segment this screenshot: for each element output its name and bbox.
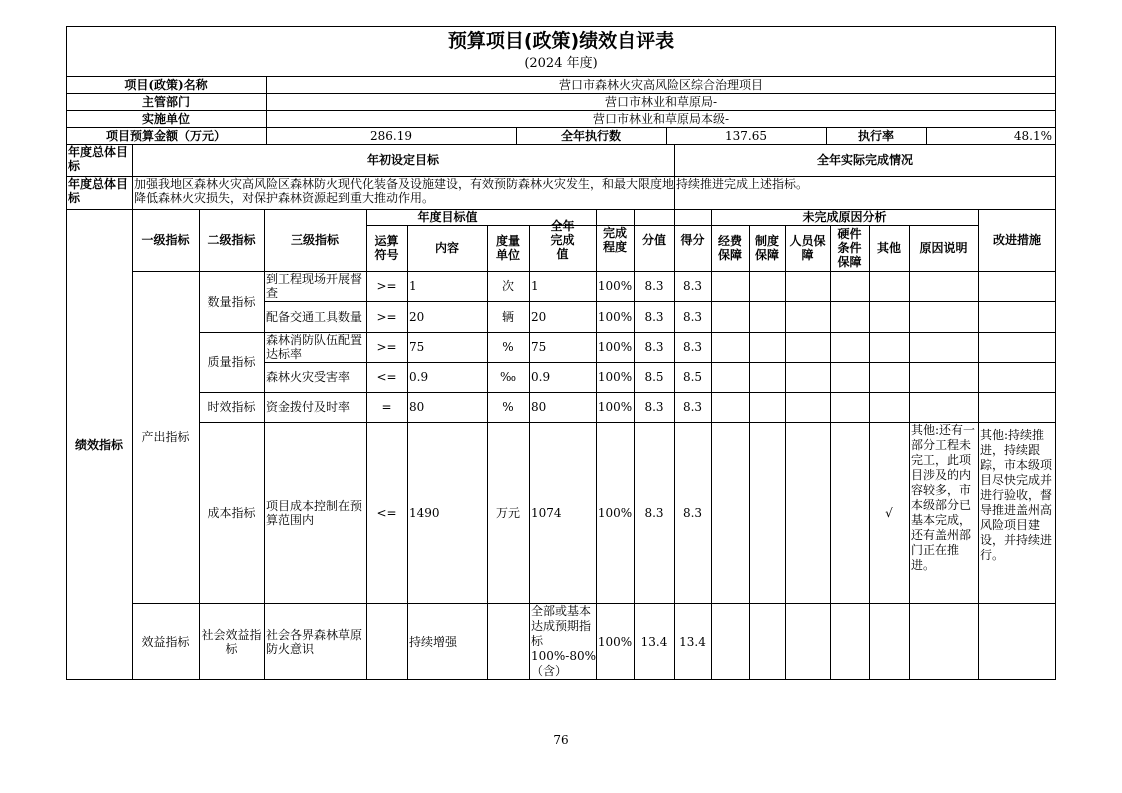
table-row-7-unit [487, 603, 529, 680]
perf-indicator-label: 绩效指标 [74, 437, 123, 452]
table-row-4-got: 8.5 [682, 370, 703, 384]
table-row-1-actual: 1 [531, 279, 539, 293]
l2-quantity: 数量指标 [207, 294, 256, 309]
budget-label: 项目预算金额（万元） [105, 128, 226, 143]
table-row-1-got: 8.3 [682, 279, 703, 293]
table-row-5-content: 80 [409, 400, 425, 414]
header-other: 其他 [876, 241, 901, 255]
table-row-5-degree: 100% [597, 400, 633, 414]
table-row-7-degree: 100% [597, 634, 633, 649]
goal-row-label-2: 年度总体目标 [68, 177, 129, 205]
exec-label: 全年执行数 [560, 128, 621, 143]
table-row-3-op: >= [376, 340, 397, 354]
set-goal-header: 年初设定目标 [366, 153, 439, 167]
table-row-3-l3: 森林消防队伍配置达标率 [266, 333, 363, 361]
form-year: (2024 年度) [524, 56, 598, 71]
header-unit: 度量单位 [495, 234, 520, 262]
table-row-4-l3: 森林火灾受害率 [266, 370, 351, 384]
table-row-2-unit: 辆 [501, 309, 514, 324]
header-annual-target: 年度目标值 [417, 210, 478, 224]
table-row-6-actual: 1074 [531, 505, 562, 520]
table-row-7-content: 持续增强 [409, 634, 458, 649]
header-hardware: 硬件条件保障 [837, 227, 862, 269]
unit-value: 营口市林业和草原局本级- [592, 111, 730, 126]
table-row-6-unit: 万元 [495, 505, 520, 520]
dept-value: 营口市林业和草原局- [604, 94, 718, 109]
l1-output: 产出指标 [141, 430, 190, 444]
header-improve: 改进措施 [992, 233, 1041, 247]
budget-value: 286.19 [370, 128, 412, 143]
project-name-value: 营口市森林火灾高风险区综合治理项目 [558, 77, 763, 92]
unit-label: 实施单位 [141, 111, 190, 126]
table-row-4-actual: 0.9 [531, 370, 551, 384]
table-row-6-improve: 其他:持续推进，持续跟踪，市本级项目尽快完成并进行验收，督导推进盖州高风险项目建设，并持续进行。 [980, 428, 1053, 562]
actual-goal-text: 持续推进完成上述指标。 [676, 177, 809, 191]
table-row-6-explain: 其他:还有一部分工程未完工，此项目涉及的内容较多，市本级部分已基本完成，还有盖州部门正在推进。 [911, 423, 976, 572]
dept-label: 主管部门 [141, 94, 190, 109]
table-row-3-content: 75 [409, 340, 425, 354]
table-row-5-op: = [381, 400, 392, 414]
table-row-3-degree: 100% [597, 340, 633, 354]
table-row-2-op: >= [376, 309, 397, 324]
table-row-4-degree: 100% [597, 370, 633, 384]
table-row-6-degree: 100% [597, 505, 633, 520]
header-full-year: 全年完成值 [550, 219, 575, 261]
table-row-1-degree: 100% [597, 279, 633, 293]
table-row-4-op: <= [376, 370, 397, 384]
l2-cost: 成本指标 [207, 505, 256, 520]
table-row-2-content: 20 [409, 309, 425, 324]
actual-goal-header: 全年实际完成情况 [816, 153, 913, 167]
l2-social: 社会效益指标 [201, 627, 262, 656]
header-got: 得分 [680, 233, 705, 247]
table-row-3-unit: % [502, 340, 514, 354]
exec-value: 137.65 [725, 128, 767, 143]
table-row-6-l3: 项目成本控制在预算范围内 [266, 498, 363, 527]
l2-time: 时效指标 [207, 400, 256, 414]
table-row-6-got: 8.3 [682, 505, 703, 520]
table-row-7-l3: 社会各界森林草原防火意识 [266, 627, 363, 656]
form-title: 预算项目(政策)绩效自评表 [447, 30, 675, 52]
l1-effect: 效益指标 [141, 634, 190, 649]
table-row-5-got: 8.3 [682, 400, 703, 414]
table-row-7-got: 13.4 [679, 634, 706, 649]
table-row-5-l3: 资金拨付及时率 [266, 400, 351, 414]
table-row-6-op: <= [376, 505, 397, 520]
table-row-7-op [366, 603, 407, 680]
rate-label: 执行率 [857, 128, 894, 143]
table-row-2-actual: 20 [531, 309, 547, 324]
header-score: 分值 [641, 233, 666, 247]
project-name-label: 项目(政策)名称 [124, 77, 208, 92]
table-row-1-l3: 到工程现场开展督查 [266, 272, 363, 300]
self-evaluation-form [66, 26, 1056, 680]
table-row-6-content: 1490 [409, 505, 440, 520]
header-reason-group: 未完成原因分析 [802, 210, 887, 224]
table-row-2-degree: 100% [597, 309, 633, 324]
table-row-5-unit: % [502, 400, 514, 414]
table-row-4-score: 8.5 [644, 370, 664, 384]
table-row-5-actual: 80 [531, 400, 547, 414]
table-row-5-score: 8.3 [644, 400, 664, 414]
page-number: 76 [553, 733, 569, 747]
header-op: 运算符号 [374, 234, 399, 262]
table-row-4-content: 0.9 [409, 370, 429, 384]
l2-quality: 质量指标 [207, 355, 256, 369]
table-row-1-unit: 次 [501, 279, 514, 293]
table-row-1-op: >= [376, 279, 397, 293]
table-row-1-score: 8.3 [644, 279, 664, 293]
table-row-2-l3: 配备交通工具数量 [266, 309, 363, 324]
set-goal-text: 加强我地区森林火灾高风险区森林防火现代化装备及设施建设，有效预防森林火灾发生，和最大限度地降低森林火灾损失，对保护森林资源起到重大推动作用。 [134, 177, 674, 205]
header-explain: 原因说明 [919, 241, 968, 255]
table-row-7-actual: 全部或基本达成预期指标100%-80%（含） [531, 604, 596, 678]
table-row-2-got: 8.3 [682, 309, 703, 324]
rate-value: 48.1% [1013, 128, 1052, 143]
table-row-2-score: 8.3 [644, 309, 664, 324]
table-row-3-actual: 75 [531, 340, 547, 354]
table-row-4-unit: ‰ [499, 370, 517, 384]
table-row-6-score: 8.3 [644, 505, 664, 520]
header-fund: 经费保障 [717, 234, 742, 262]
table-row-1-content: 1 [409, 279, 417, 293]
header-system: 制度保障 [754, 234, 779, 262]
header-content: 内容 [434, 241, 459, 255]
table-row-3-score: 8.3 [644, 340, 664, 354]
table-row-3-got: 8.3 [682, 340, 703, 354]
header-degree: 完成程度 [602, 226, 627, 254]
table-row-7-score: 13.4 [640, 634, 668, 649]
header-l3: 三级指标 [290, 233, 339, 247]
header-staff: 人员保障 [789, 234, 826, 262]
table-row-6-other-check: √ [885, 505, 893, 520]
header-l1: 一级指标 [141, 233, 190, 247]
header-l2: 二级指标 [207, 233, 256, 247]
goal-row-label: 年度总体目标 [68, 145, 129, 173]
